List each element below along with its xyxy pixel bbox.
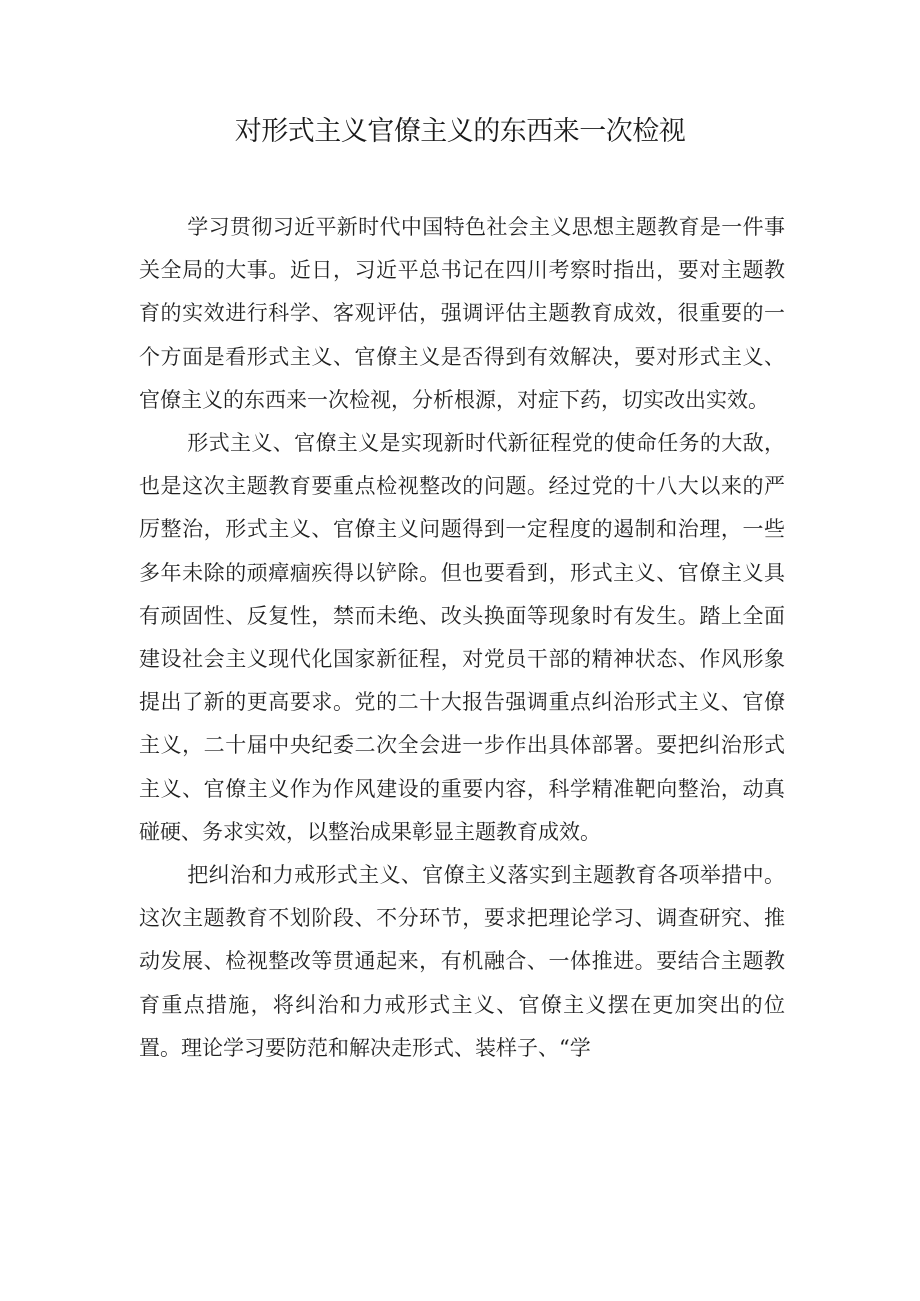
document-body — [139, 206, 785, 1070]
paragraph: 把纠治和力戒形式主义、官僚主义落实到主题教育各项举措中。这次主题教育不划阶段、不分环节，要求把理论学习、调查研究、推动发展、检视整改等贯通起来，有机融合、一体推进。要结合主题教育重点措施，将纠治和力戒形式主义、官僚主义摆在更加突出的位置。理论学习要防范和解决走形式、装样子、“学 — [139, 863, 785, 1060]
document-title: 对形式主义官僚主义的东西来一次检视 — [234, 116, 686, 147]
paragraph: 学习贯彻习近平新时代中国特色社会主义思想主题教育是一件事关全局的大事。近日，习近平总书记在四川考察时指出，要对主题教育的实效进行科学、客观评估，强调评估主题教育成效，很重要的一个方面是看形式主义、官僚主义是否得到有效解决，要对形式主义、官僚主义的东西来一次检视，分析根源，对症下药，切实改出实效。 — [139, 215, 785, 412]
paragraph: 形式主义、官僚主义是实现新时代新征程党的使命任务的大敌，也是这次主题教育要重点检视整改的问题。经过党的十八大以来的严厉整治，形式主义、官僚主义问题得到一定程度的遏制和治理，一些多年未除的顽瘴痼疾得以铲除。但也要看到，形式主义、官僚主义具有顽固性、反复性，禁而未绝、改头换面等现象时有发生。踏上全面建设社会主义现代化国家新征程，对党员干部的精神状态、作风形象提出了新的更高要求。党的二十大报告强调重点纠治形式主义、官僚主义，二十届中央纪委二次全会进一步作出具体部署。要把纠治形式主义、官僚主义作为作风建设的重要内容，科学精准靶向整治，动真碰硬、务求实效，以整治成果彰显主题教育成效。 — [139, 431, 785, 844]
